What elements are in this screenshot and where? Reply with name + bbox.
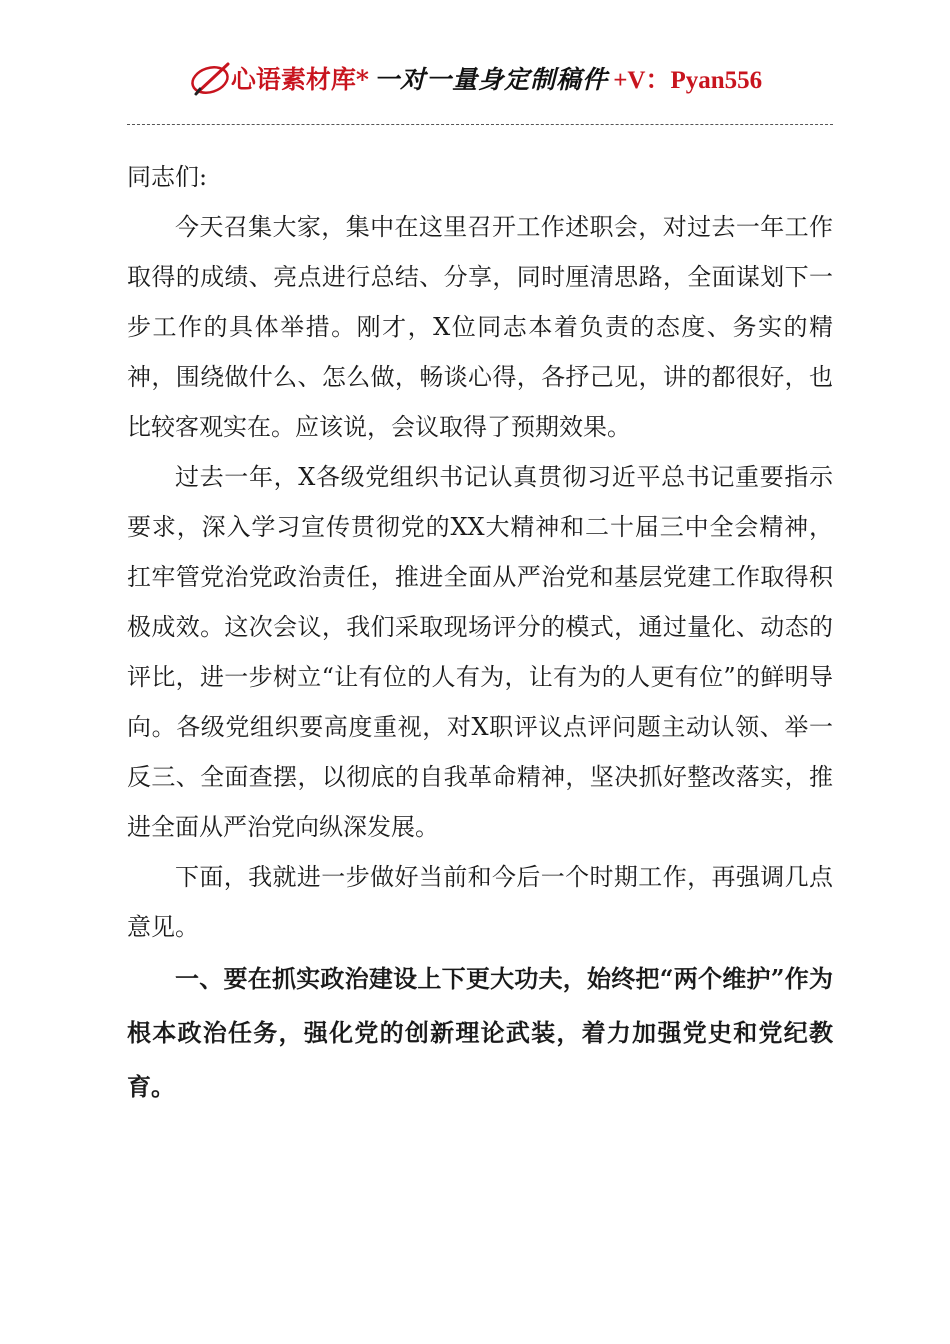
document-body bbox=[127, 152, 833, 1114]
paragraph-1: 今天召集大家，集中在这里召开工作述职会，对过去一年工作取得的成绩、亮点进行总结、分享，同时厘清思路，全面谋划下一步工作的具体举措。刚才，X位同志本着负责的态度、务实的精神，围绕做什么、怎么做，畅谈心得，各抒己见，讲的都很好，也比较客观实在。应该说，会议取得了预期效果。 bbox=[127, 213, 833, 441]
paragraph-3: 下面，我就进一步做好当前和今后一个时期工作，再强调几点意见。 bbox=[127, 863, 833, 941]
brand-name: 心语素材库* bbox=[230, 65, 369, 94]
page-header bbox=[0, 58, 950, 104]
header-slogan: 一对一量身定制稿件 bbox=[374, 65, 609, 94]
greeting: 同志们: bbox=[127, 163, 208, 191]
paragraph-2: 过去一年，X各级党组织书记认真贯彻习近平总书记重要指示要求，深入学习宣传贯彻党的XX大精神和二十届三中全会精神，扛牢管党治党政治责任，推进全面从严治党和基层党建工作取得积极成效。这次会议，我们采取现场评分的模式，通过量化、动态的评比，进一步树立“让有位的人有为，让有为的人更有位”的鲜明导向。各级党组织要高度重视，对X职评议点评问题主动认领、举一反三、全面查摆，以彻底的自我革命精神，坚决抓好整改落实，推进全面从严治党向纵深发展。 bbox=[127, 463, 833, 841]
header-contact: +V：Pyan556 bbox=[613, 67, 763, 94]
section-heading-1: 一、要在抓实政治建设上下更大功夫，始终把“两个维护”作为根本政治任务，强化党的创新理论武装，着力加强党史和党纪教育。 bbox=[127, 964, 833, 1101]
header-divider bbox=[127, 124, 833, 125]
